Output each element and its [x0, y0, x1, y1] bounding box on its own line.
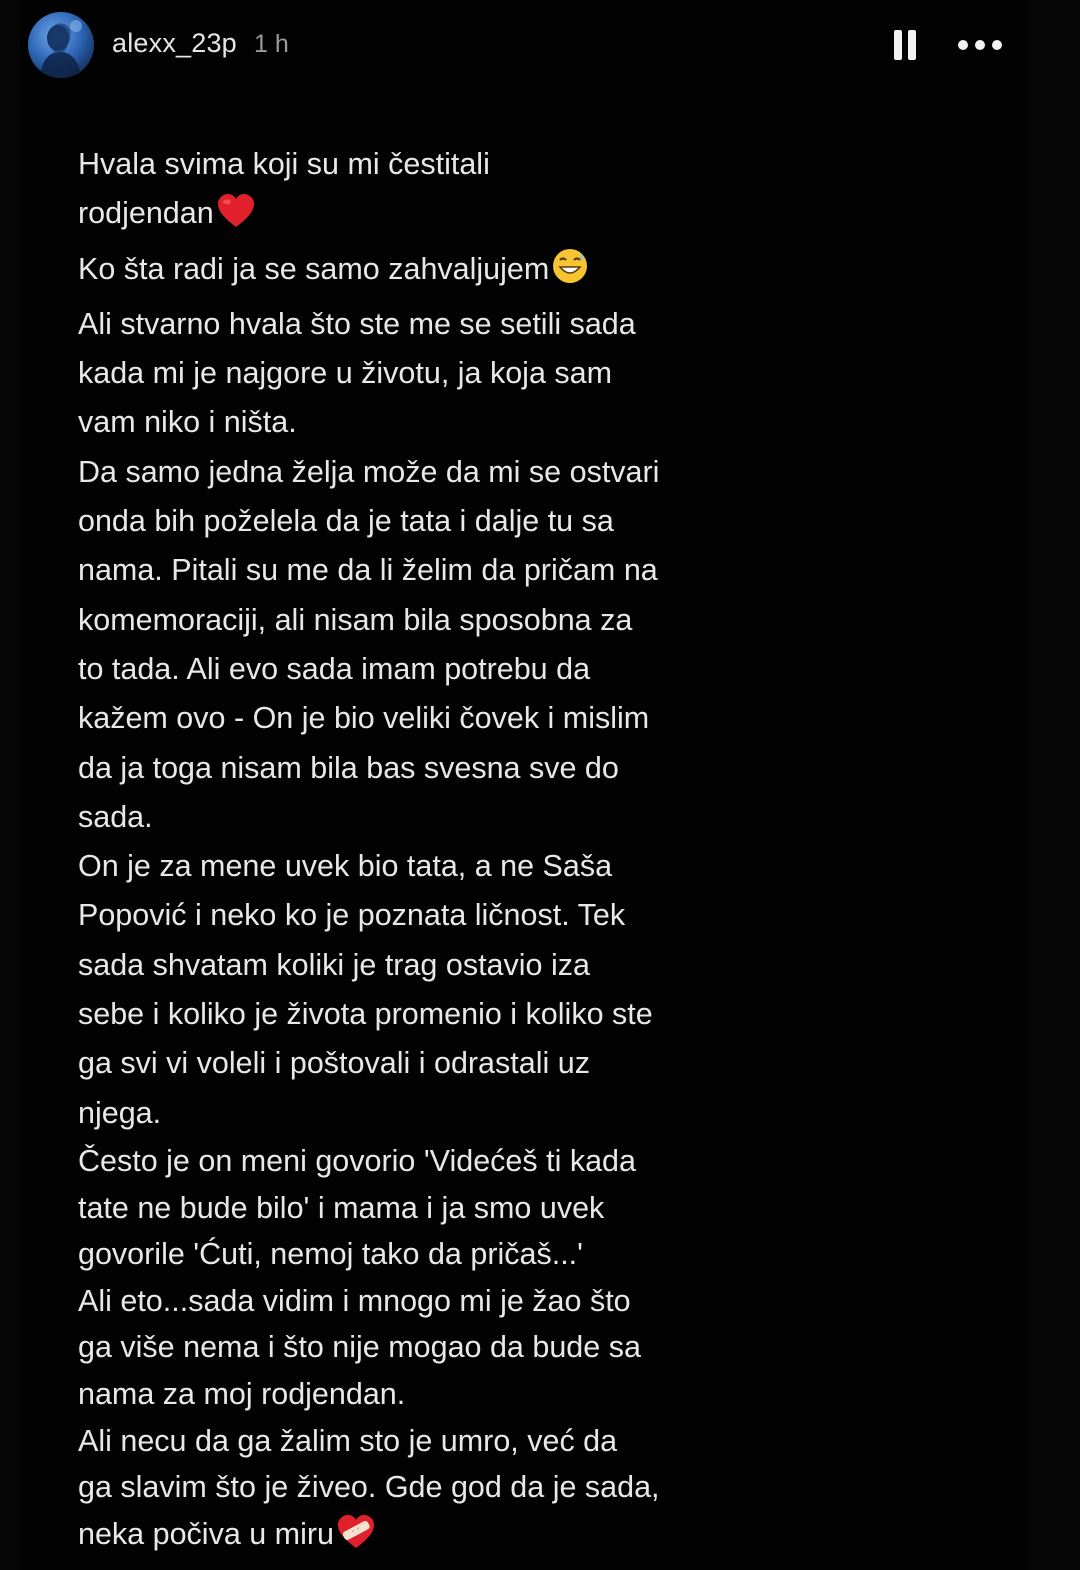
story-line: Ali stvarno hvala što ste me se setili sada [78, 306, 636, 341]
story-line: rodjendan [78, 189, 798, 244]
story-line: ga svi vi voleli i poštovali i odrastali uz [78, 1046, 590, 1081]
story-line: On je za mene uvek bio tata, a ne Saša [78, 849, 613, 884]
grinning-sweat-emoji-icon [551, 247, 589, 300]
story-line: Popović i neko ko je poznata ličnost. Tek [78, 898, 626, 933]
story-line: ga slavim što je živeo. Gde god da je sada, [78, 1470, 660, 1505]
story-line: Ko šta radi ja se samo zahvaljujem [78, 245, 798, 300]
story-header [0, 0, 1080, 96]
username[interactable]: alexx_23p [112, 28, 237, 58]
story-line: da ja toga nisam bila bas svesna sve do [78, 750, 619, 785]
more-dot [975, 40, 985, 50]
story-line: govorile 'Ćuti, nemoj tako da pričaš...' [78, 1237, 583, 1272]
heart-with-bandage-emoji-icon [336, 1514, 376, 1564]
profile-photo-icon[interactable] [28, 12, 94, 78]
story-line: neka počiva u miru [78, 1511, 798, 1564]
story-line: Hvala svima koji su mi čestitali [78, 147, 490, 181]
pause-icon[interactable] [886, 26, 922, 66]
story-line: sada. [78, 799, 153, 834]
story-line: Ali necu da ga žalim sto je umro, već da [78, 1423, 618, 1458]
more-options-icon[interactable] [950, 26, 1010, 66]
story-line: Da samo jedna želja može da mi se ostvari [78, 454, 660, 489]
story-line: nama za moj rodjendan. [78, 1376, 406, 1411]
story-line: vam niko i ništa. [78, 405, 297, 440]
story-line: nama. Pitali su me da li želim da pričam na [78, 553, 658, 588]
story-line: kada mi je najgore u životu, ja koja sam [78, 356, 613, 391]
story-line: sada shvatam koliki je trag ostavio iza [78, 947, 590, 982]
story-line: komemoraciji, ali nisam bila sposobna za [78, 602, 633, 637]
story-timestamp: 1 h [254, 30, 289, 58]
story-line: tate ne bude bilo' i mama i ja smo uvek [78, 1190, 605, 1225]
red-heart-emoji-icon [216, 193, 256, 244]
story-line: njega. [78, 1095, 162, 1130]
story-line: Ali eto...sada vidim i mnogo mi je žao što [78, 1283, 631, 1318]
pause-bar-left [894, 30, 902, 60]
story-line: sebe i koliko je života promenio i koliko ste [78, 997, 653, 1032]
story-line: kažem ovo - On je bio veliki čovek i mislim [78, 701, 650, 736]
story-line: onda bih poželela da je tata i dalje tu sa [78, 504, 614, 539]
story-line: to tada. Ali evo sada imam potrebu da [78, 651, 591, 686]
story-text [78, 140, 798, 1563]
pause-bar-right [908, 30, 916, 60]
story-line: Često je on meni govorio 'Videćeš ti kada [78, 1143, 636, 1178]
more-dot [992, 40, 1002, 50]
story-line: ga više nema i što nije mogao da bude sa [78, 1330, 641, 1365]
more-dot [958, 40, 968, 50]
